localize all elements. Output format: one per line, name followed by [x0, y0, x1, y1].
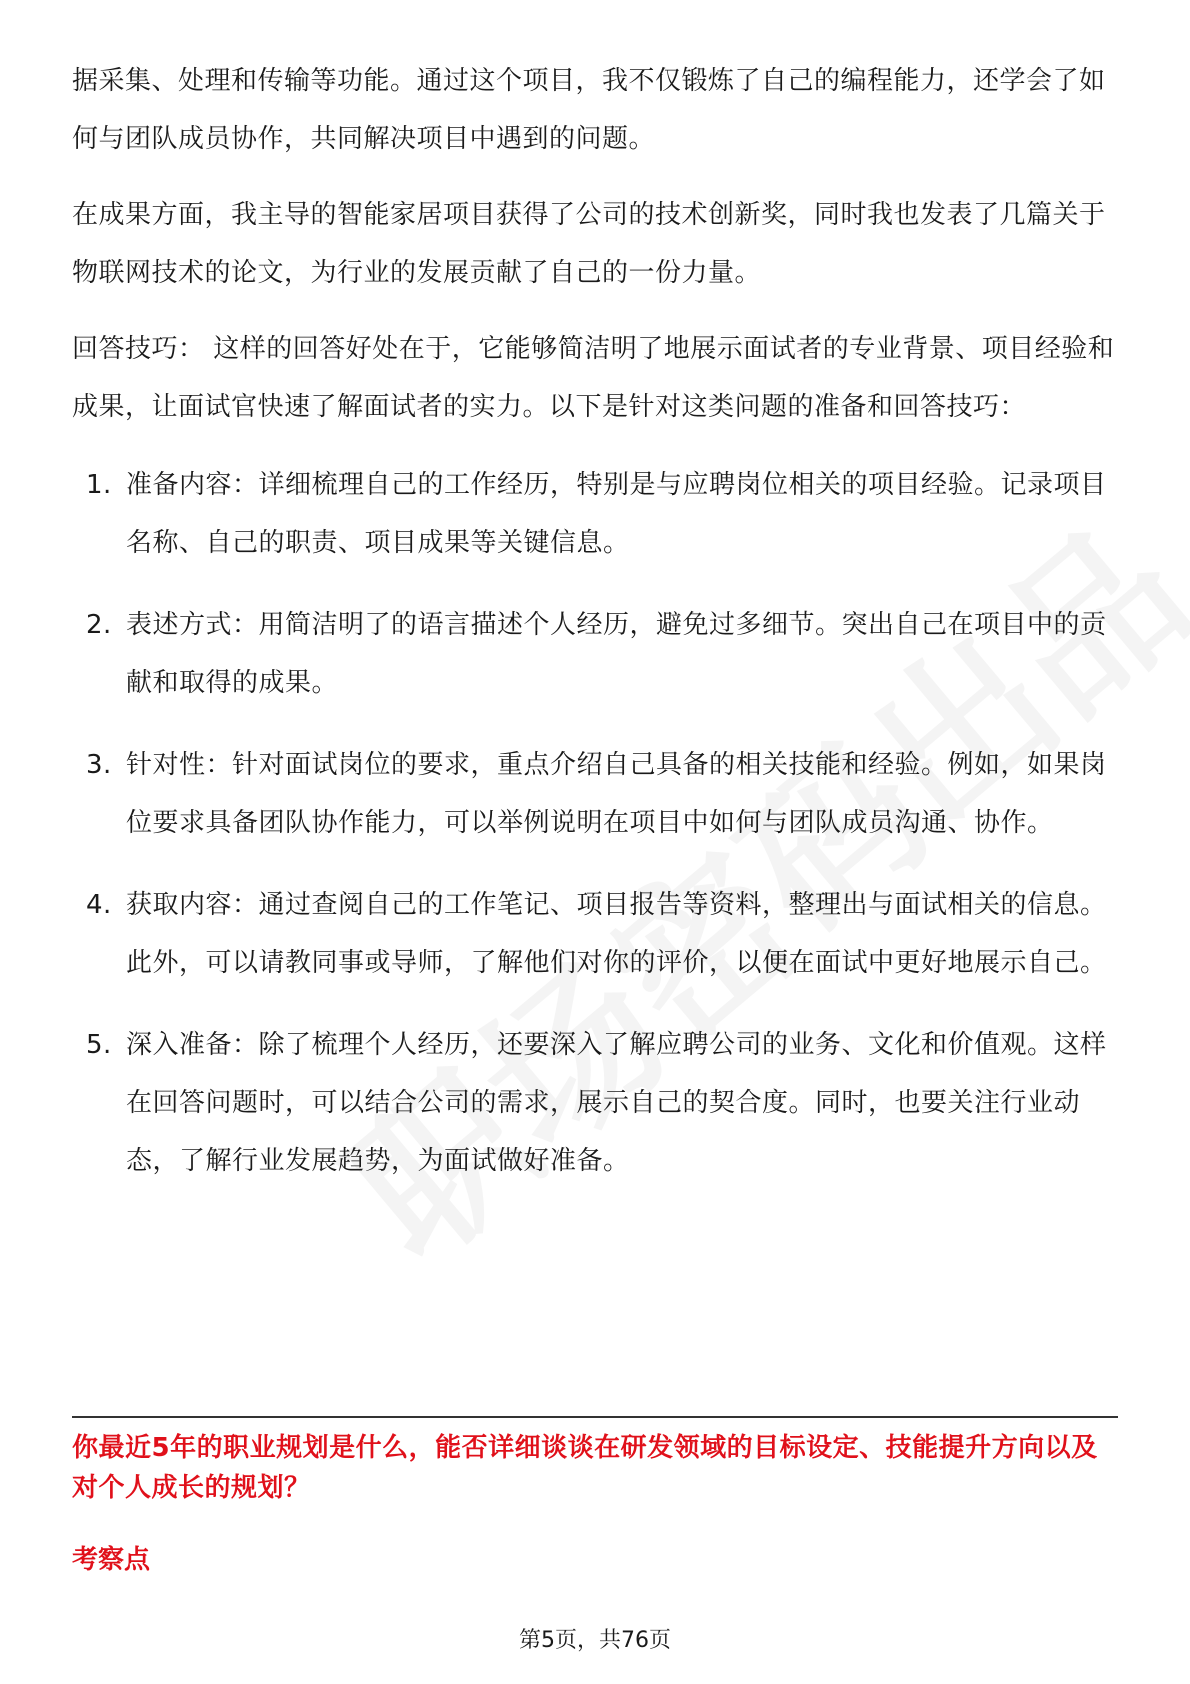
tips-list [72, 456, 1118, 1190]
list-item [72, 596, 1118, 712]
list-text: 获取内容：通过查阅自己的工作笔记、项目报告等资料，整理出与面试相关的信息。此外，可以请教同事或导师，了解他们对你的评价，以便在面试中更好地展示自己。 [126, 890, 1107, 978]
section-heading: 考察点 [72, 1545, 151, 1575]
list-text: 表述方式：用简洁明了的语言描述个人经历，避免过多细节。突出自己在项目中的贡献和取得的成果。 [126, 610, 1107, 698]
list-number: 1. [86, 470, 112, 500]
paragraph: 回答技巧： 这样的回答好处在于，它能够简洁明了地展示面试者的专业背景、项目经验和成果，让面试官快速了解面试者的实力。以下是针对这类问题的准备和回答技巧： [72, 334, 1115, 422]
list-item [72, 456, 1118, 572]
list-text: 深入准备：除了梳理个人经历，还要深入了解应聘公司的业务、文化和价值观。这样在回答问题时，可以结合公司的需求，展示自己的契合度。同时，也要关注行业动态，了解行业发展趋势，为面试做好准备。 [126, 1030, 1107, 1176]
list-number: 5. [86, 1030, 112, 1060]
list-text: 针对性：针对面试岗位的要求，重点介绍自己具备的相关技能和经验。例如，如果岗位要求具备团队协作能力，可以举例说明在项目中如何与团队成员沟通、协作。 [126, 750, 1107, 838]
list-item [72, 1016, 1118, 1190]
page-footer: 第5页，共76页 [519, 1628, 671, 1653]
section-divider [72, 1416, 1118, 1418]
list-number: 3. [86, 750, 112, 780]
list-text: 准备内容：详细梳理自己的工作经历，特别是与应聘岗位相关的项目经验。记录项目名称、自己的职责、项目成果等关键信息。 [126, 470, 1107, 558]
paragraph: 据采集、处理和传输等功能。通过这个项目，我不仅锻炼了自己的编程能力，还学会了如何与团队成员协作，共同解决项目中遇到的问题。 [72, 66, 1106, 154]
list-item [72, 876, 1118, 992]
document-body [72, 52, 1118, 1214]
list-item [72, 736, 1118, 852]
list-number: 2. [86, 610, 112, 640]
question-heading: 你最近5年的职业规划是什么，能否详细谈谈在研发领域的目标设定、技能提升方向以及对个人成长的规划？ [72, 1433, 1098, 1503]
paragraph: 在成果方面，我主导的智能家居项目获得了公司的技术创新奖，同时我也发表了几篇关于物联网技术的论文，为行业的发展贡献了自己的一份力量。 [72, 200, 1106, 288]
list-number: 4. [86, 890, 112, 920]
